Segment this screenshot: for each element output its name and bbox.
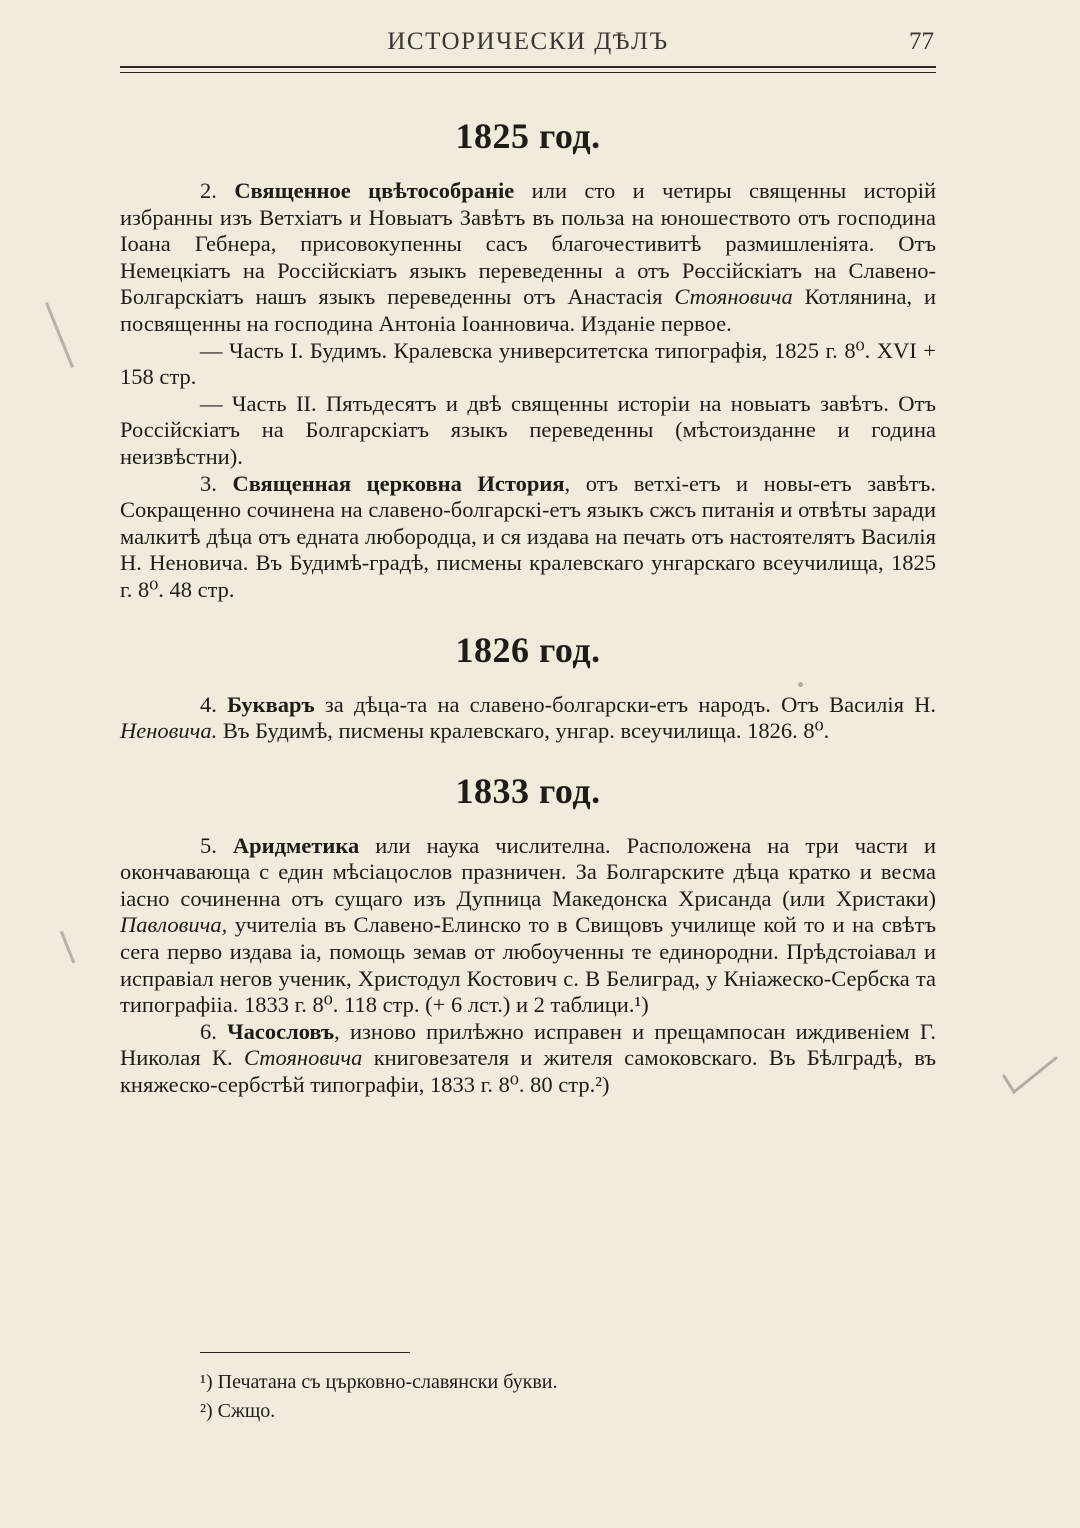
year-heading-1826: 1826 год. (455, 629, 601, 670)
pencil-tick (1000, 1052, 1060, 1107)
entry-text: книговезателя и жителя самоковскаго. Въ Бѣлградѣ, въ княжеско-сербстѣй типографіи, 1833 г. 8⁰. 80 стр.²) (120, 1045, 937, 1098)
entry-text: , изново прилѣжно исправен и прещампосан иждивеніем Г. Николая К. (120, 1018, 937, 1071)
entry-text: или сто и четиры священны исторій избранны изъ Ветхіатъ и Новыатъ Завѣтъ въ польза на юношеството отъ господина Іоана Гебнера, присовокупенны сасъ благочестивитѣ размишленіята. Отъ Немецкіатъ на Россійскіатъ языкъ переведенны а отъ Рөссійскіатъ на Славено-Болгарскіатъ нашъ языкъ переведенны отъ Анастасія (120, 178, 937, 310)
footnote-1 (200, 1368, 900, 1397)
entry-text: учителia въ Славено-Елинско то в Свищовъ училище кой то и на свѣтъ сега перво издава іа, помощь земав от любоученны те единородни. Прѣдстоіавал и исправіал негов ученик, Христодул Костович с. В Белиград, у Кніажеско-Сербска та типографіia. 1833 г. 8⁰. 118 стр. (+ 6 лст.) и 2 таблици.¹) (120, 912, 936, 1018)
entry-number: 2. (200, 178, 217, 203)
entry-text: за дѣца-та на славено-болгарски-етъ народъ. Отъ Василія Н. (314, 691, 937, 717)
author-name: Стояновича (243, 1045, 363, 1071)
entry-2-part-2: — Часть II. Пятьдесятъ и двѣ священны исторіи на новыатъ завѣтъ. Отъ Россійскіатъ на Болгарскіатъ языкъ переведенны (мѣстоизданне и година неизвѣстни). (120, 390, 936, 469)
entry-text: Въ Будимѣ, писмены кралевскаго, унгар. всеучилища. 1826. 8⁰. (217, 718, 830, 744)
footnotes (200, 1368, 900, 1426)
ink-spot (798, 682, 803, 687)
entry-6 (120, 1019, 936, 1099)
running-title: ИСТОРИЧЕСКИ ДѢЛЪ (387, 28, 669, 55)
entry-text: , отъ ветхі-етъ и новы-етъ завѣтъ. Сокращенно сочинена на славено-болгарскі-етъ языкъ сжсъ питанія и отвѣты заради малкитѣ дѣца отъ едната любородца, и ся издава на печать отъ настоятелятъ Василія Н. Неновича. Въ Будимѣ-градѣ, писмены кралевскаго унгарскаго всеучилища, 1825 г. 8⁰. 48 стр. (120, 470, 937, 602)
entry-title: Букваръ (227, 691, 315, 717)
footnote-mark: ²) (200, 1400, 213, 1422)
entry-title: Часословъ (227, 1018, 335, 1044)
entry-number: 4. (200, 691, 217, 717)
author-name: Неновича. (120, 718, 218, 744)
year-heading-1833: 1833 год. (455, 770, 601, 811)
author-name: Стояновича (674, 284, 793, 310)
entry-text: или наука числителна. Расположена на три части и окончавающа с един мѣсіацослов празничен. За Болгарските дѣца кратко и весма іасно сочиненна отъ сущаго изъ Дупница Македонска Хрисанда (или Христаки) (120, 832, 936, 911)
entry-text: Котлянина, и посвященны на господина Антоніа Іоанновича. Изданіе первое. (120, 284, 936, 336)
footnote-text: Печатана съ църковно-славянски букви. (217, 1371, 558, 1393)
running-head (120, 28, 936, 64)
entry-title: Аридметика (232, 832, 360, 858)
entry-3 (120, 471, 936, 604)
entry-number: 3. (200, 470, 217, 496)
entry-4 (120, 692, 936, 745)
page-number: 77 (909, 28, 934, 55)
header-rule-thin (120, 72, 936, 73)
footnote-rule (200, 1352, 410, 1353)
entry-title: Священная церковна История (232, 470, 565, 496)
header-rule-thick (120, 66, 936, 68)
pencil-mark (60, 931, 76, 964)
entry-title: Священное цвѣтособраніе (234, 178, 515, 203)
year-heading-1825: 1825 год. (455, 116, 601, 156)
entry-2-part-1: — Часть I. Будимъ. Кралевска университетска типографія, 1825 г. 8⁰. XVI + 158 стр. (120, 337, 936, 390)
entry-5 (120, 833, 936, 1019)
footnote-2 (200, 1397, 900, 1426)
page-body (120, 108, 936, 1099)
pencil-mark (45, 302, 74, 368)
footnote-mark: ¹) (200, 1371, 213, 1393)
footnote-text: Сжщо. (217, 1400, 276, 1422)
author-name: Павловича, (120, 912, 228, 938)
entry-number: 6. (200, 1018, 217, 1044)
entry-number: 5. (200, 832, 217, 858)
entry-2 (120, 178, 936, 338)
